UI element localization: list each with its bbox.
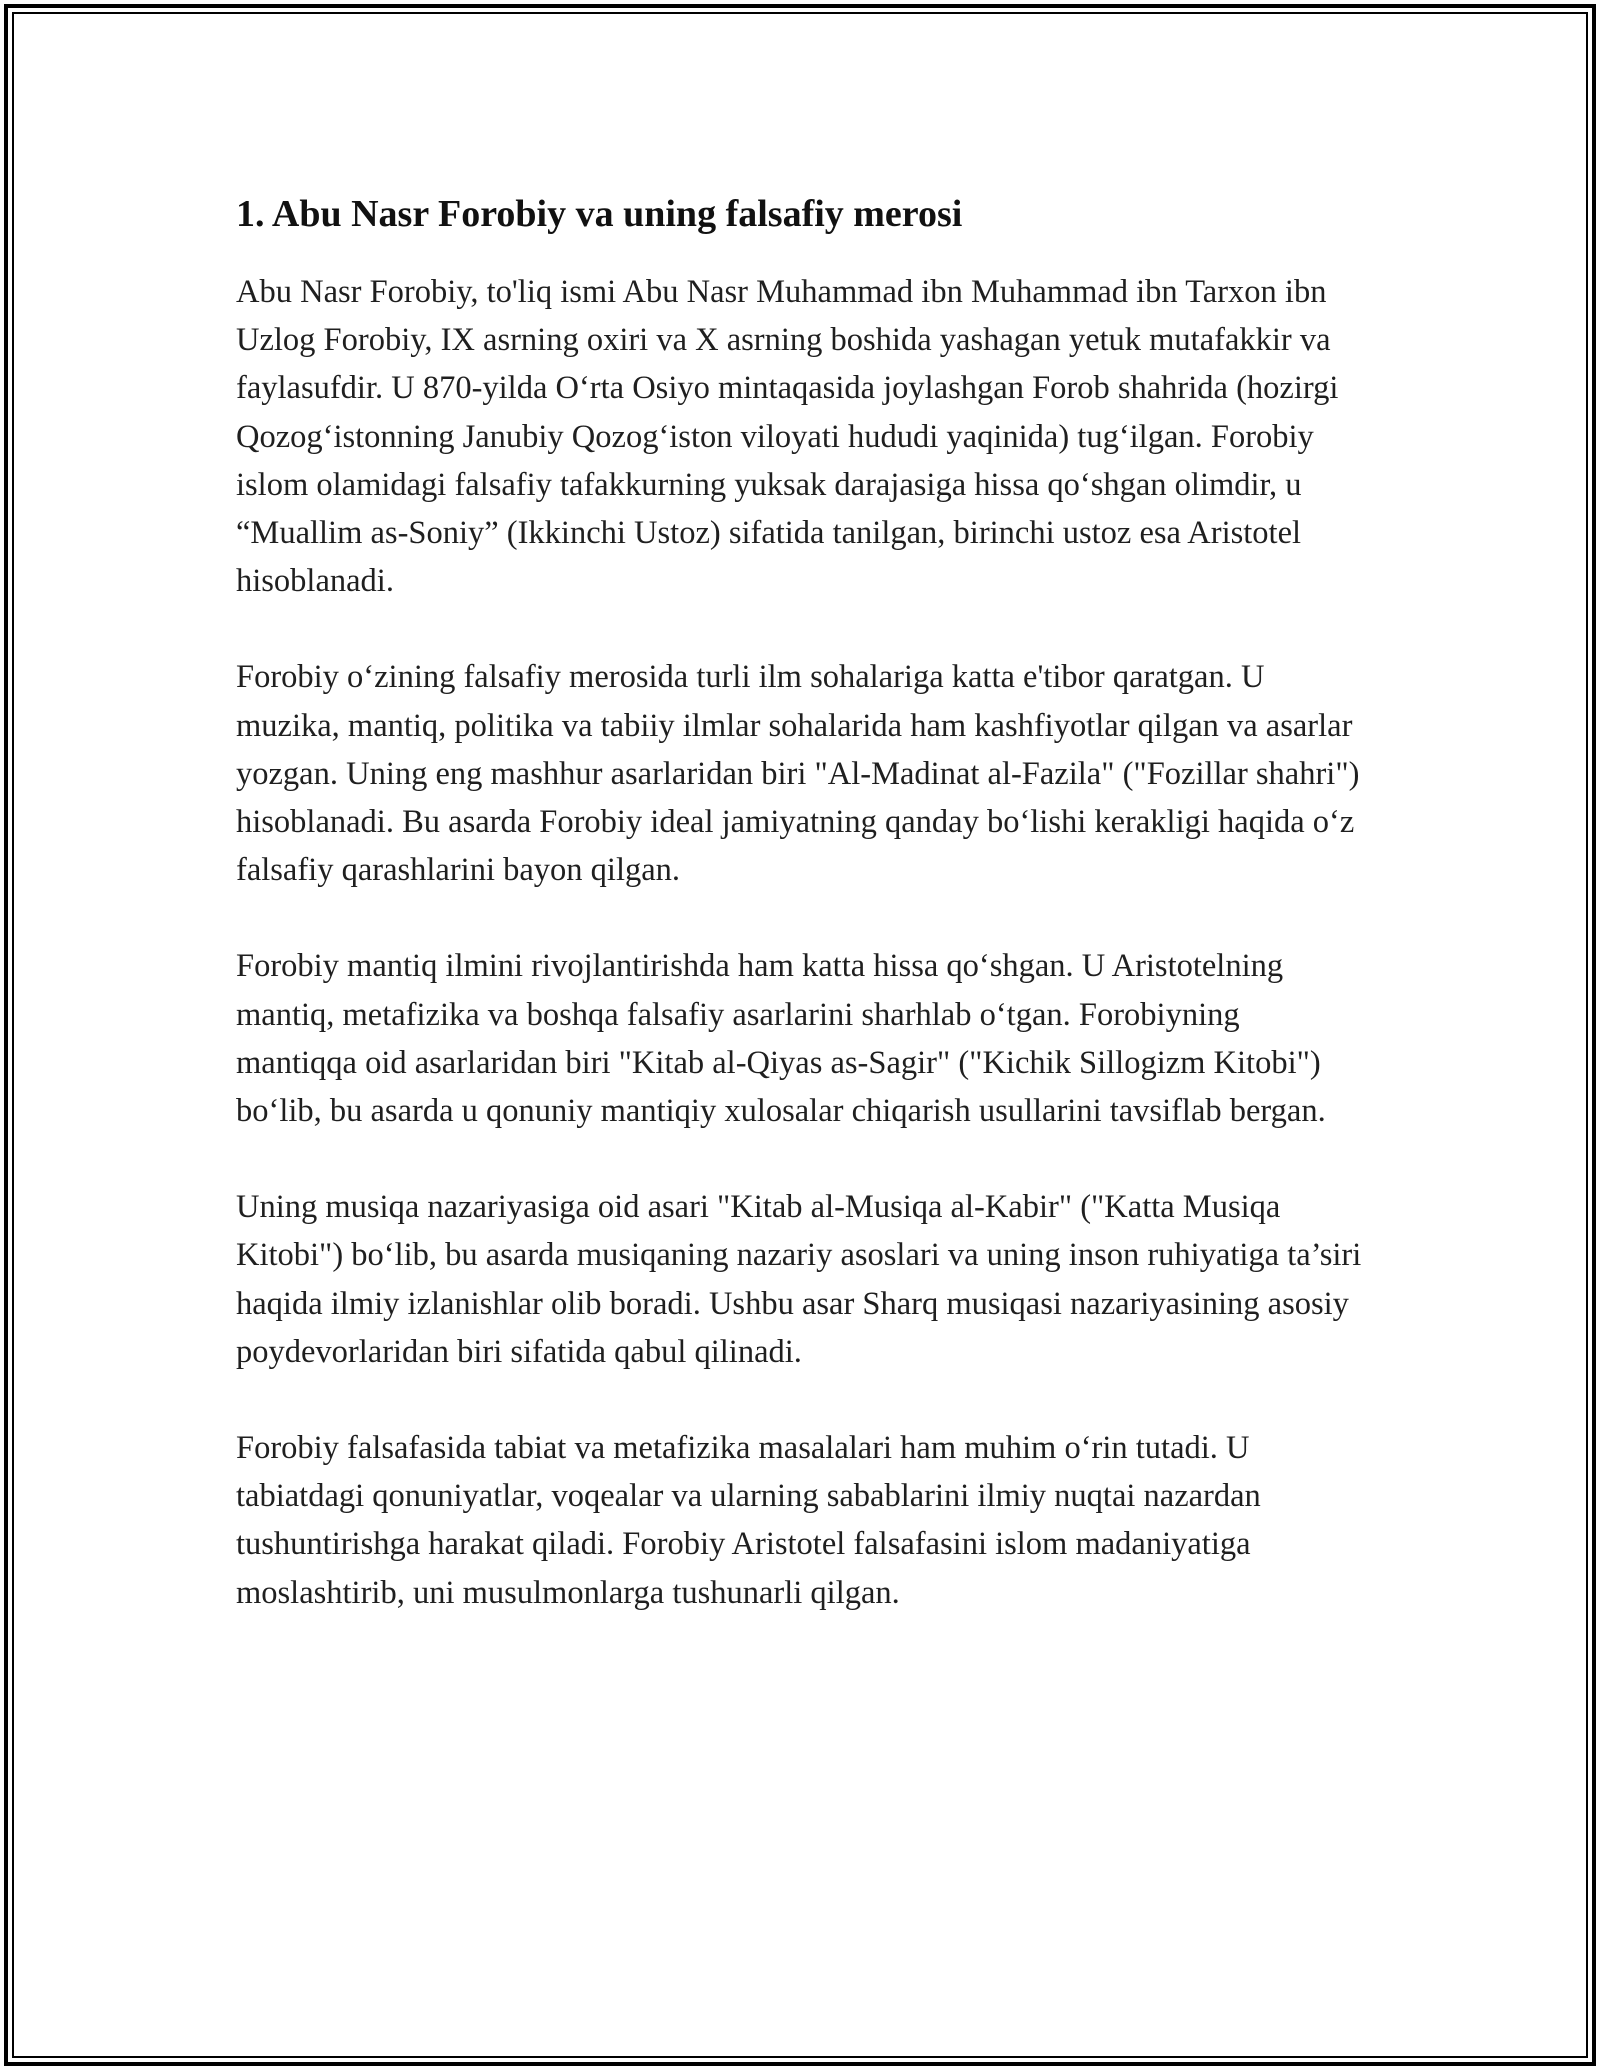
paragraph-biography: Abu Nasr Forobiy, to'liq ismi Abu Nasr Muhammad ibn Muhammad ibn Tarxon ibn Uzlog Forobiy, IX asrning oxiri va X asrning boshida yashagan yetuk mutafakkir va faylasufdir. U 870-yilda O‘rta Osiyo mintaqasida joylashgan Forob shahrida (hozirgi Qozog‘istonning Janubiy Qozog‘iston viloyati hududi yaqinida) tug‘ilgan. Forobiy islom olamidagi falsafiy tafakkurning yuksak darajasiga hissa qo‘shgan olimdir, u “Muallim as-Soniy” (Ikkinchi Ustoz) sifatida tanilgan, birinchi ustoz esa Aristotel hisoblanadi. [236, 274, 1339, 600]
document-body [236, 186, 1366, 1665]
paragraph-nature-metaphysics: Forobiy falsafasida tabiat va metafizika masalalari ham muhim o‘rin tutadi. U tabiatdagi qonuniyatlar, voqealar va ularning sabablarini ilmiy nuqtai nazardan tushuntirishga harakat qiladi. Forobiy Aristotel falsafasini islom madaniyatiga moslashtirib, uni musulmonlarga tushunarli qilgan. [236, 1430, 1261, 1611]
paragraph-philosophical-legacy: Forobiy o‘zining falsafiy merosida turli ilm sohalariga katta e'tibor qaratgan. U muzika, mantiq, politika va tabiiy ilmlar sohalarida ham kashfiyotlar qilgan va asarlar yozgan. Uning eng mashhur asarlaridan biri "Al-Madinat al-Fazila" ("Fozillar shahri") hisoblanadi. Bu asarda Forobiy ideal jamiyatning qanday bo‘lishi kerakligi haqida o‘z falsafiy qarashlarini bayon qilgan. [236, 659, 1360, 889]
paragraph-music-theory: Uning musiqa nazariyasiga oid asari "Kitab al-Musiqa al-Kabir" ("Katta Musiqa Kitobi") bo‘lib, bu asarda musiqaning nazariy asoslari va uning inson ruhiyatiga ta’siri haqida ilmiy izlanishlar olib boradi. Ushbu asar Sharq musiqasi nazariyasining asosiy poydevorlaridan biri sifatida qabul qilinadi. [236, 1189, 1362, 1370]
paragraph-logic: Forobiy mantiq ilmini rivojlantirishda ham katta hissa qo‘shgan. U Aristotelning mantiq, metafizika va boshqa falsafiy asarlarini sharhlab o‘tgan. Forobiyning mantiqqa oid asarlaridan biri "Kitab al-Qiyas as-Sagir" ("Kichik Sillogizm Kitobi") bo‘lib, bu asarda u qonuniy mantiqiy xulosalar chiqarish usullarini tavsiflab bergan. [236, 948, 1326, 1130]
section-title: 1. Abu Nasr Forobiy va uning falsafiy merosi [236, 193, 963, 235]
